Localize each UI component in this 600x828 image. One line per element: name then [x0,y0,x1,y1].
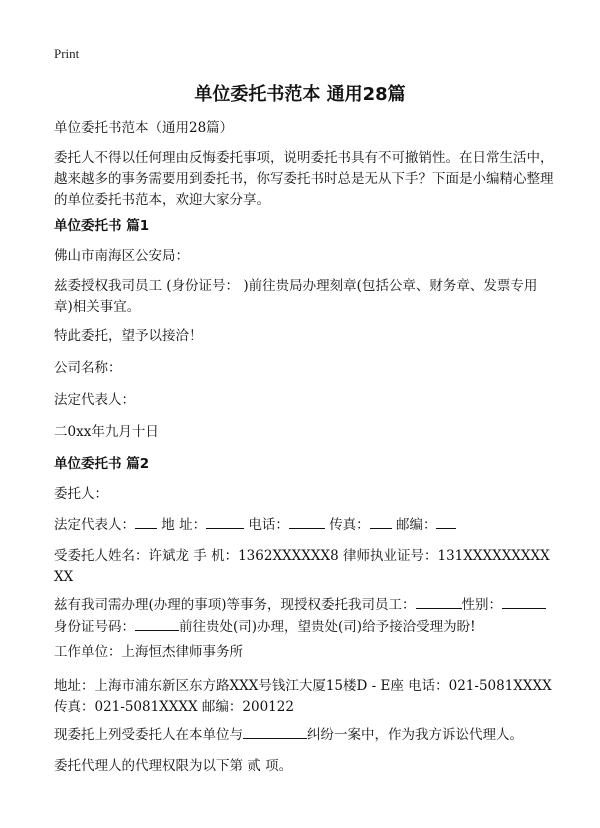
section1-company: 公司名称： [54,360,122,376]
matter-text-a: 兹有我司需办理(办理的事项)等事务，现授权委托我司员工： [54,597,416,613]
employee-blank [416,594,462,609]
section2-entrust [54,724,554,746]
zip-label: 邮编： [395,517,437,533]
gender-blank [502,594,546,609]
id-label: 身份证号码： [54,619,135,635]
fax-label: 传真： [329,517,370,533]
section1-date: 二0xx年九月十日 [54,424,159,440]
entrust-text-a: 现委托上列受委托人在本单位与 [54,727,243,743]
address-blank [206,514,244,529]
matter-text-b: 前往贵处(司)办理，望贵处(司)给予接洽受理为盼! [179,619,476,635]
legal-rep-blank [135,514,157,529]
dispute-blank [243,724,307,739]
phone-label: 电话： [248,517,289,533]
section2-heading: 单位委托书 篇2 [54,456,150,472]
section1-addressee: 佛山市南海区公安局： [54,248,189,264]
zip-blank [436,514,456,529]
subtitle: 单位委托书范本（通用28篇） [54,120,234,136]
print-label: Print [54,46,80,61]
section2-principal: 委托人： [54,486,108,502]
section1-closing: 特此委托，望予以接洽！ [54,328,203,344]
section2-authority: 委托代理人的代理权限为以下第 贰 项。 [54,758,293,774]
entrust-text-b: 纠纷一案中，作为我方诉讼代理人。 [307,727,523,743]
section2-workplace: 工作单位：上海恒杰律师事务所 [54,644,243,660]
section1-heading: 单位委托书 篇1 [54,218,150,234]
section2-address: 地址：上海市浦东新区东方路XXX号钱江大厦15楼D - E座 电话：021-5081XXXX 传真：021-5081XXXX 邮编：200122 [54,678,552,715]
fax-blank [370,514,392,529]
page-title: 单位委托书范本 通用28篇 [194,84,406,105]
address-label: 地 址： [161,517,207,533]
section2-info-line [54,514,554,536]
section1-legal-rep: 法定代表人： [54,392,135,408]
id-blank [135,616,179,631]
phone-blank [289,514,325,529]
intro-paragraph: 委托人不得以任何理由反悔委托事项，说明委托书具有不可撤销性。在日常生活中，越来越多的事务需要用到委托书，你写委托书时总是无从下手？下面是小编精心整理的单位委托书范本，欢迎大家分享。 [54,150,554,208]
gender-label: 性别： [461,597,503,613]
section2-matter [54,594,554,638]
section1-body: 兹委授权我司员工 (身份证号： )前往贵局办理刻章(包括公章、财务章、发票专用章)相关事宜。 [54,278,538,315]
section2-agent: 受委托人姓名：许斌龙 手 机：1362XXXXXX8 律师执业证号：131XXXXXXXXXXX [54,548,550,585]
legal-rep-label: 法定代表人： [54,517,135,533]
